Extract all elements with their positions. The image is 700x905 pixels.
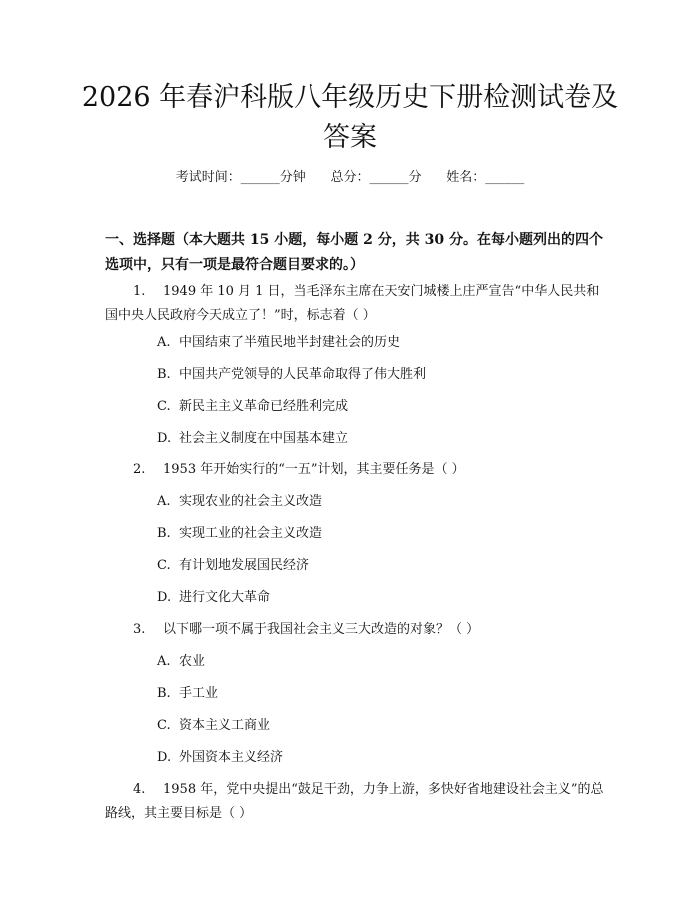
- question-2: [105, 458, 610, 482]
- option-3a: A. 农业: [157, 654, 206, 669]
- option-1d: D. 社会主义制度在中国基本建立: [157, 431, 349, 446]
- option-1a: A. 中国结束了半殖民地半封建社会的历史: [157, 335, 401, 350]
- section-heading: 一、选择题（本大题共 15 小题，每小题 2 分，共 30 分。在每小题列出的四个选项中，只有一项是最符合题目要求的。）: [105, 232, 603, 273]
- option-2c: C. 有计划地发展国民经济: [157, 558, 310, 573]
- question-number: 1.: [133, 284, 146, 299]
- question-text: 以下哪一项不属于我国社会主义三大改造的对象？（ ）: [163, 622, 480, 637]
- question-number: 4.: [133, 782, 146, 797]
- option-1c: C. 新民主主义革命已经胜利完成: [157, 399, 349, 414]
- question-number: 3.: [133, 622, 146, 637]
- question-text: 1953 年开始实行的“一五”计划，其主要任务是（ ）: [163, 462, 465, 477]
- option-3d: D. 外国资本主义经济: [157, 750, 284, 765]
- question-text: 1949 年 10 月 1 日，当毛泽东主席在天安门城楼上庄严宣告“中华人民共和国中央人民政府今天成立了！”时，标志着（ ）: [105, 284, 600, 323]
- question-4: [105, 778, 610, 826]
- exam-title: 2026 年春沪科版八年级历史下册检测试卷及答案: [81, 82, 619, 153]
- option-2d: D. 进行文化大革命: [157, 590, 271, 605]
- option-3c: C. 资本主义工商业: [157, 718, 271, 733]
- option-2b: B. 实现工业的社会主义改造: [157, 526, 323, 541]
- question-1: [105, 280, 610, 328]
- option-3b: B. 手工业: [157, 686, 219, 701]
- question-text: 1958 年，党中央提出“鼓足干劲，力争上游，多快好省地建设社会主义”的总路线，其主要目标是（ ）: [105, 782, 604, 821]
- question-3: [105, 618, 610, 642]
- exam-info-line: 考试时间：______分钟 总分：______分 姓名：______: [175, 170, 525, 185]
- option-2a: A. 实现农业的社会主义改造: [157, 494, 323, 509]
- option-1b: B. 中国共产党领导的人民革命取得了伟大胜利: [157, 367, 427, 382]
- question-number: 2.: [133, 462, 146, 477]
